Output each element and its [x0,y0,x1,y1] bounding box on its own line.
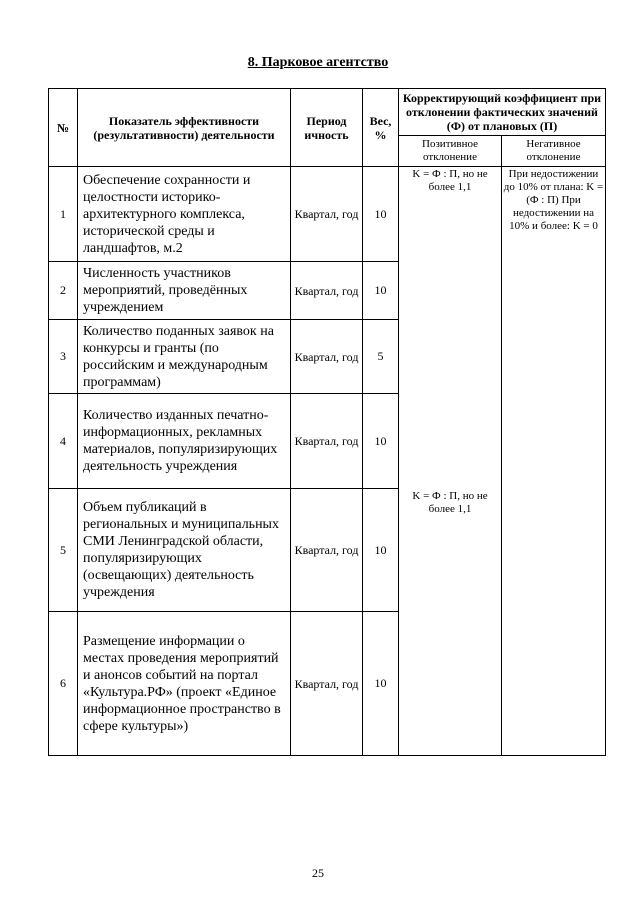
row-indicator: Обеспечение сохранности и целостности историко-архитектурного комплекса, исторической среды и ландшафтов, м.2 [78,167,291,262]
row-indicator: Численность участников мероприятий, проведённых учреждением [78,262,291,320]
header-period: Период ичность [291,89,363,167]
positive-coef-2: K = Ф : П, но не более 1,1 [399,489,502,756]
row-indicator: Количество поданных заявок на конкурсы и гранты (по российским и международным программам) [78,320,291,394]
row-period: Квартал, год [291,167,363,262]
page-number: 25 [312,866,324,880]
row-period: Квартал, год [291,394,363,489]
row-num: 5 [49,489,78,612]
row-indicator: Объем публикаций в региональных и муниципальных СМИ Ленинградской области, популяризирующих (освещающих) деятельность учреждения [78,489,291,612]
row-num: 3 [49,320,78,394]
header-weight: Вес, % [363,89,399,167]
header-negative: Негативное отклонение [502,136,606,167]
row-period: Квартал, год [291,262,363,320]
header-positive: Позитивное отклонение [399,136,502,167]
table-row [49,167,606,262]
row-num: 6 [49,612,78,756]
positive-coef-1: K = Ф : П, но не более 1,1 [399,167,502,489]
row-weight: 10 [363,394,399,489]
negative-coef: При недостижении до 10% от плана: K = (Ф : П) При недостижении на 10% и более: K = 0 [502,167,606,756]
row-period: Квартал, год [291,489,363,612]
row-num: 2 [49,262,78,320]
row-indicator: Количество изданных печатно-информационных, рекламных материалов, популяризирующих деятельность учреждения [78,394,291,489]
row-num: 1 [49,167,78,262]
row-period: Квартал, год [291,320,363,394]
row-weight: 10 [363,262,399,320]
row-weight: 10 [363,489,399,612]
header-coefficient: Корректирующий коэффициент при отклонении фактических значений (Ф) от плановых (П) [399,89,606,136]
row-weight: 10 [363,167,399,262]
row-period: Квартал, год [291,612,363,756]
performance-indicators-table [48,88,606,756]
row-num: 4 [49,394,78,489]
header-num: № [49,89,78,167]
row-indicator: Размещение информации о местах проведения мероприятий и анонсов событий на портал «Культура.РФ» (проект «Единое информационное пространство в сфере культуры») [78,612,291,756]
header-indicator: Показатель эффективности (результативности) деятельности [78,89,291,167]
row-weight: 5 [363,320,399,394]
row-weight: 10 [363,612,399,756]
section-title: 8. Парковое агентство [247,55,389,70]
